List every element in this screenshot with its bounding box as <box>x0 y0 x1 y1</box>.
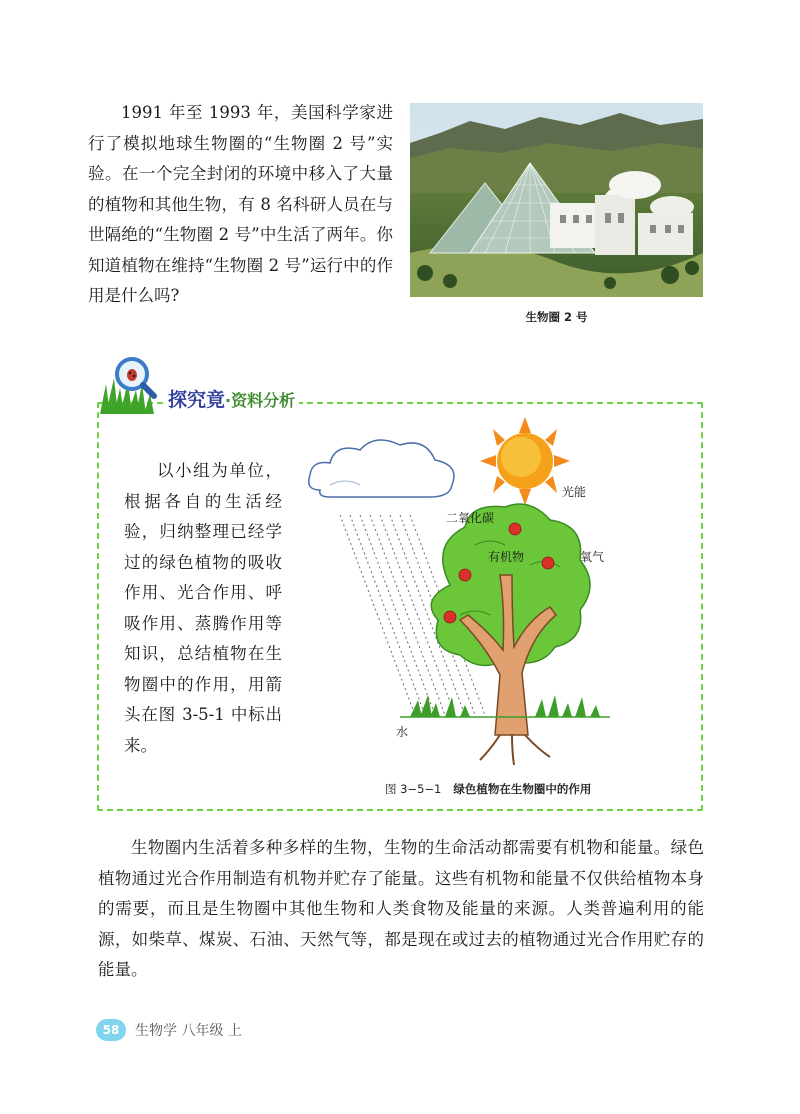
biosphere-2-illustration <box>410 103 703 297</box>
tree-roots <box>480 735 550 765</box>
magnifier-icon <box>98 354 168 416</box>
section-title-main: 探究竟 <box>168 389 226 411</box>
label-co2: 二氧化碳 <box>446 511 495 525</box>
label-light-energy: 光能 <box>562 485 587 499</box>
biosphere-2-photo <box>410 103 703 297</box>
label-organic-matter: 有机物 <box>488 550 525 564</box>
figure-caption-text: 绿色植物在生物圈中的作用 <box>453 782 592 796</box>
task-paragraph <box>124 456 282 761</box>
label-water: 水 <box>396 725 409 739</box>
book-title: 生物学 八年级 上 <box>135 1023 242 1039</box>
page-number: 58 <box>96 1019 126 1041</box>
section-separator: · <box>225 391 232 410</box>
section-title <box>164 385 299 412</box>
section-subtitle: 资料分析 <box>231 391 296 410</box>
cloud-icon <box>309 440 454 497</box>
photo-caption: 生物圈 2 号 <box>525 310 588 324</box>
task-text: 以小组为单位，根据各自的生活经验，归纳整理已经学过的绿色植物的吸收作用、光合作用、呼吸作用、蒸腾作用等知识，总结植物在生物圈中的作用，用箭头在图 3-5-1 中标出来。 <box>124 461 282 755</box>
plant-role-diagram <box>300 415 630 770</box>
body-text: 生物圈内生活着多种多样的生物，生物的生命活动都需要有机物和能量。绿色植物通过光合作用制造有机物并贮存了能量。这些有机物和能量不仅供给植物本身的需要，而且是生物圈中其他生物和人类食物及能量的来源。人类普遍利用的能源，如柴草、煤炭、石油、天然气等，都是现在或过去的植物通过光合作用贮存的能量。 <box>98 838 704 979</box>
figure-number: 图 3−5−1 <box>385 782 442 796</box>
label-oxygen: 氧气 <box>580 550 605 564</box>
intro-paragraph <box>88 98 393 312</box>
body-paragraph <box>98 833 704 986</box>
figure-caption <box>300 781 700 797</box>
plant-diagram-art <box>300 415 630 770</box>
intro-text: 1991 年至 1993 年，美国科学家进行了模拟地球生物圈的“生物圈 2 号”实验。在一个完全封闭的环境中移入了大量的植物和其他生物，有 8 名科研人员在与世隔绝的“生物圈 2 号”中生活了两年。你知道植物在维持“生物圈 2 号”运行中的作用是什么吗? <box>88 103 393 305</box>
sun-icon <box>480 417 570 505</box>
